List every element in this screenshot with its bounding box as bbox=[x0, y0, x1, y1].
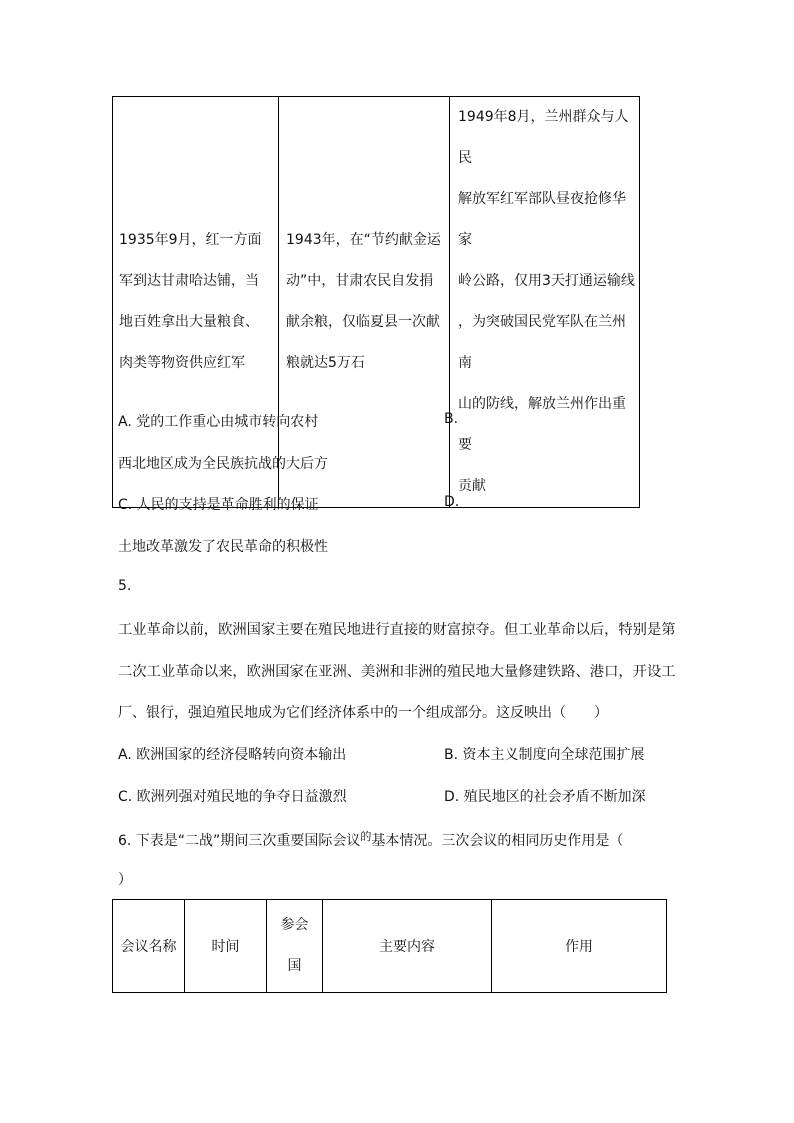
cell-line: 粮就达5万石 bbox=[286, 355, 365, 371]
header-label: 主要内容 bbox=[379, 939, 435, 955]
cell-line: 肉类等物资供应红军 bbox=[119, 355, 245, 371]
conference-table bbox=[112, 899, 667, 993]
header-label: 参会 bbox=[280, 917, 309, 933]
header-participants bbox=[267, 900, 323, 993]
cell-line: 军到达甘肃哈达铺，当 bbox=[119, 273, 259, 289]
q6-stem-part: 基本情况。三次会议的相同历史作用是（ bbox=[371, 833, 624, 849]
table-cell-1943 bbox=[279, 97, 450, 508]
header-label: 会议名称 bbox=[120, 939, 177, 955]
cell-line: 1943年，在“节约献金运 bbox=[286, 232, 441, 248]
cell-line: 1935年9月，红一方面 bbox=[119, 232, 262, 248]
q5-stem-line: 工业革命以前，欧洲国家主要在殖民地进行直接的财富掠夺。但工业革命以后，特别是第 bbox=[118, 622, 676, 638]
q6-stem-part: 6. 下表是“二战”期间三次重要国际会议 bbox=[118, 833, 361, 849]
cell-line: 动”中，甘肃农民自发捐 bbox=[286, 273, 434, 289]
header-main-content bbox=[323, 900, 492, 993]
header-meeting-name bbox=[113, 900, 185, 993]
q6-stem bbox=[118, 830, 623, 850]
q6-stem-part: 的 bbox=[360, 830, 372, 843]
q5-option-b[interactable]: B. 资本主义制度向全球范围扩展 bbox=[444, 747, 645, 763]
cell-line: 地百姓拿出大量粮食、 bbox=[119, 314, 259, 330]
header-effect bbox=[492, 900, 667, 993]
q5-stem-line: 二次工业革命以来，欧洲国家在亚洲、美洲和非洲的殖民地大量修建铁路、港口，开设工 bbox=[118, 664, 676, 680]
q5-stem-line: 厂、银行，强迫殖民地成为它们经济体系中的一个组成部分。这反映出（ ） bbox=[118, 705, 608, 721]
cell-line: 解放军红军部队昼夜抢修华家 bbox=[458, 191, 626, 248]
cell-line: 岭公路，仅用3天打通运输线 bbox=[458, 273, 635, 289]
header-time bbox=[185, 900, 267, 993]
q4-option-a[interactable]: A. 党的工作重心由城市转向农村 bbox=[118, 414, 319, 430]
header-label: 国 bbox=[287, 958, 302, 974]
cell-line: 山的防线，解放兰州作出重要 bbox=[458, 396, 626, 453]
q4-option-d-letter[interactable]: D. bbox=[444, 494, 460, 510]
cell-line: ，为突破国民党军队在兰州南 bbox=[458, 314, 626, 371]
header-label: 作用 bbox=[565, 939, 593, 955]
cell-line: 献余粮，仅临夏县一次献 bbox=[286, 314, 440, 330]
q4-option-b-text[interactable]: 西北地区成为全民族抗战的大后方 bbox=[118, 456, 328, 472]
table-cell-1935 bbox=[113, 97, 279, 508]
header-label: 时间 bbox=[211, 939, 240, 955]
q5-number: 5. bbox=[118, 578, 132, 594]
q4-option-b-letter[interactable]: B. bbox=[444, 411, 459, 427]
q5-option-c[interactable]: C. 欧洲列强对殖民地的争夺日益激烈 bbox=[118, 789, 347, 805]
q5-option-d[interactable]: D. 殖民地区的社会矛盾不断加深 bbox=[444, 789, 646, 805]
q4-option-c[interactable]: C. 人民的支持是革命胜利的保证 bbox=[118, 497, 319, 513]
q4-option-d-text[interactable]: 土地改革激发了农民革命的积极性 bbox=[118, 539, 328, 555]
cell-line: 贡献 bbox=[458, 478, 486, 494]
q5-option-a[interactable]: A. 欧洲国家的经济侵略转向资本输出 bbox=[118, 747, 347, 763]
q6-stem-line2: ） bbox=[118, 872, 132, 888]
table-cell-1949 bbox=[450, 97, 640, 508]
cell-line: 1949年8月，兰州群众与人民 bbox=[458, 109, 629, 166]
events-table bbox=[112, 96, 640, 508]
